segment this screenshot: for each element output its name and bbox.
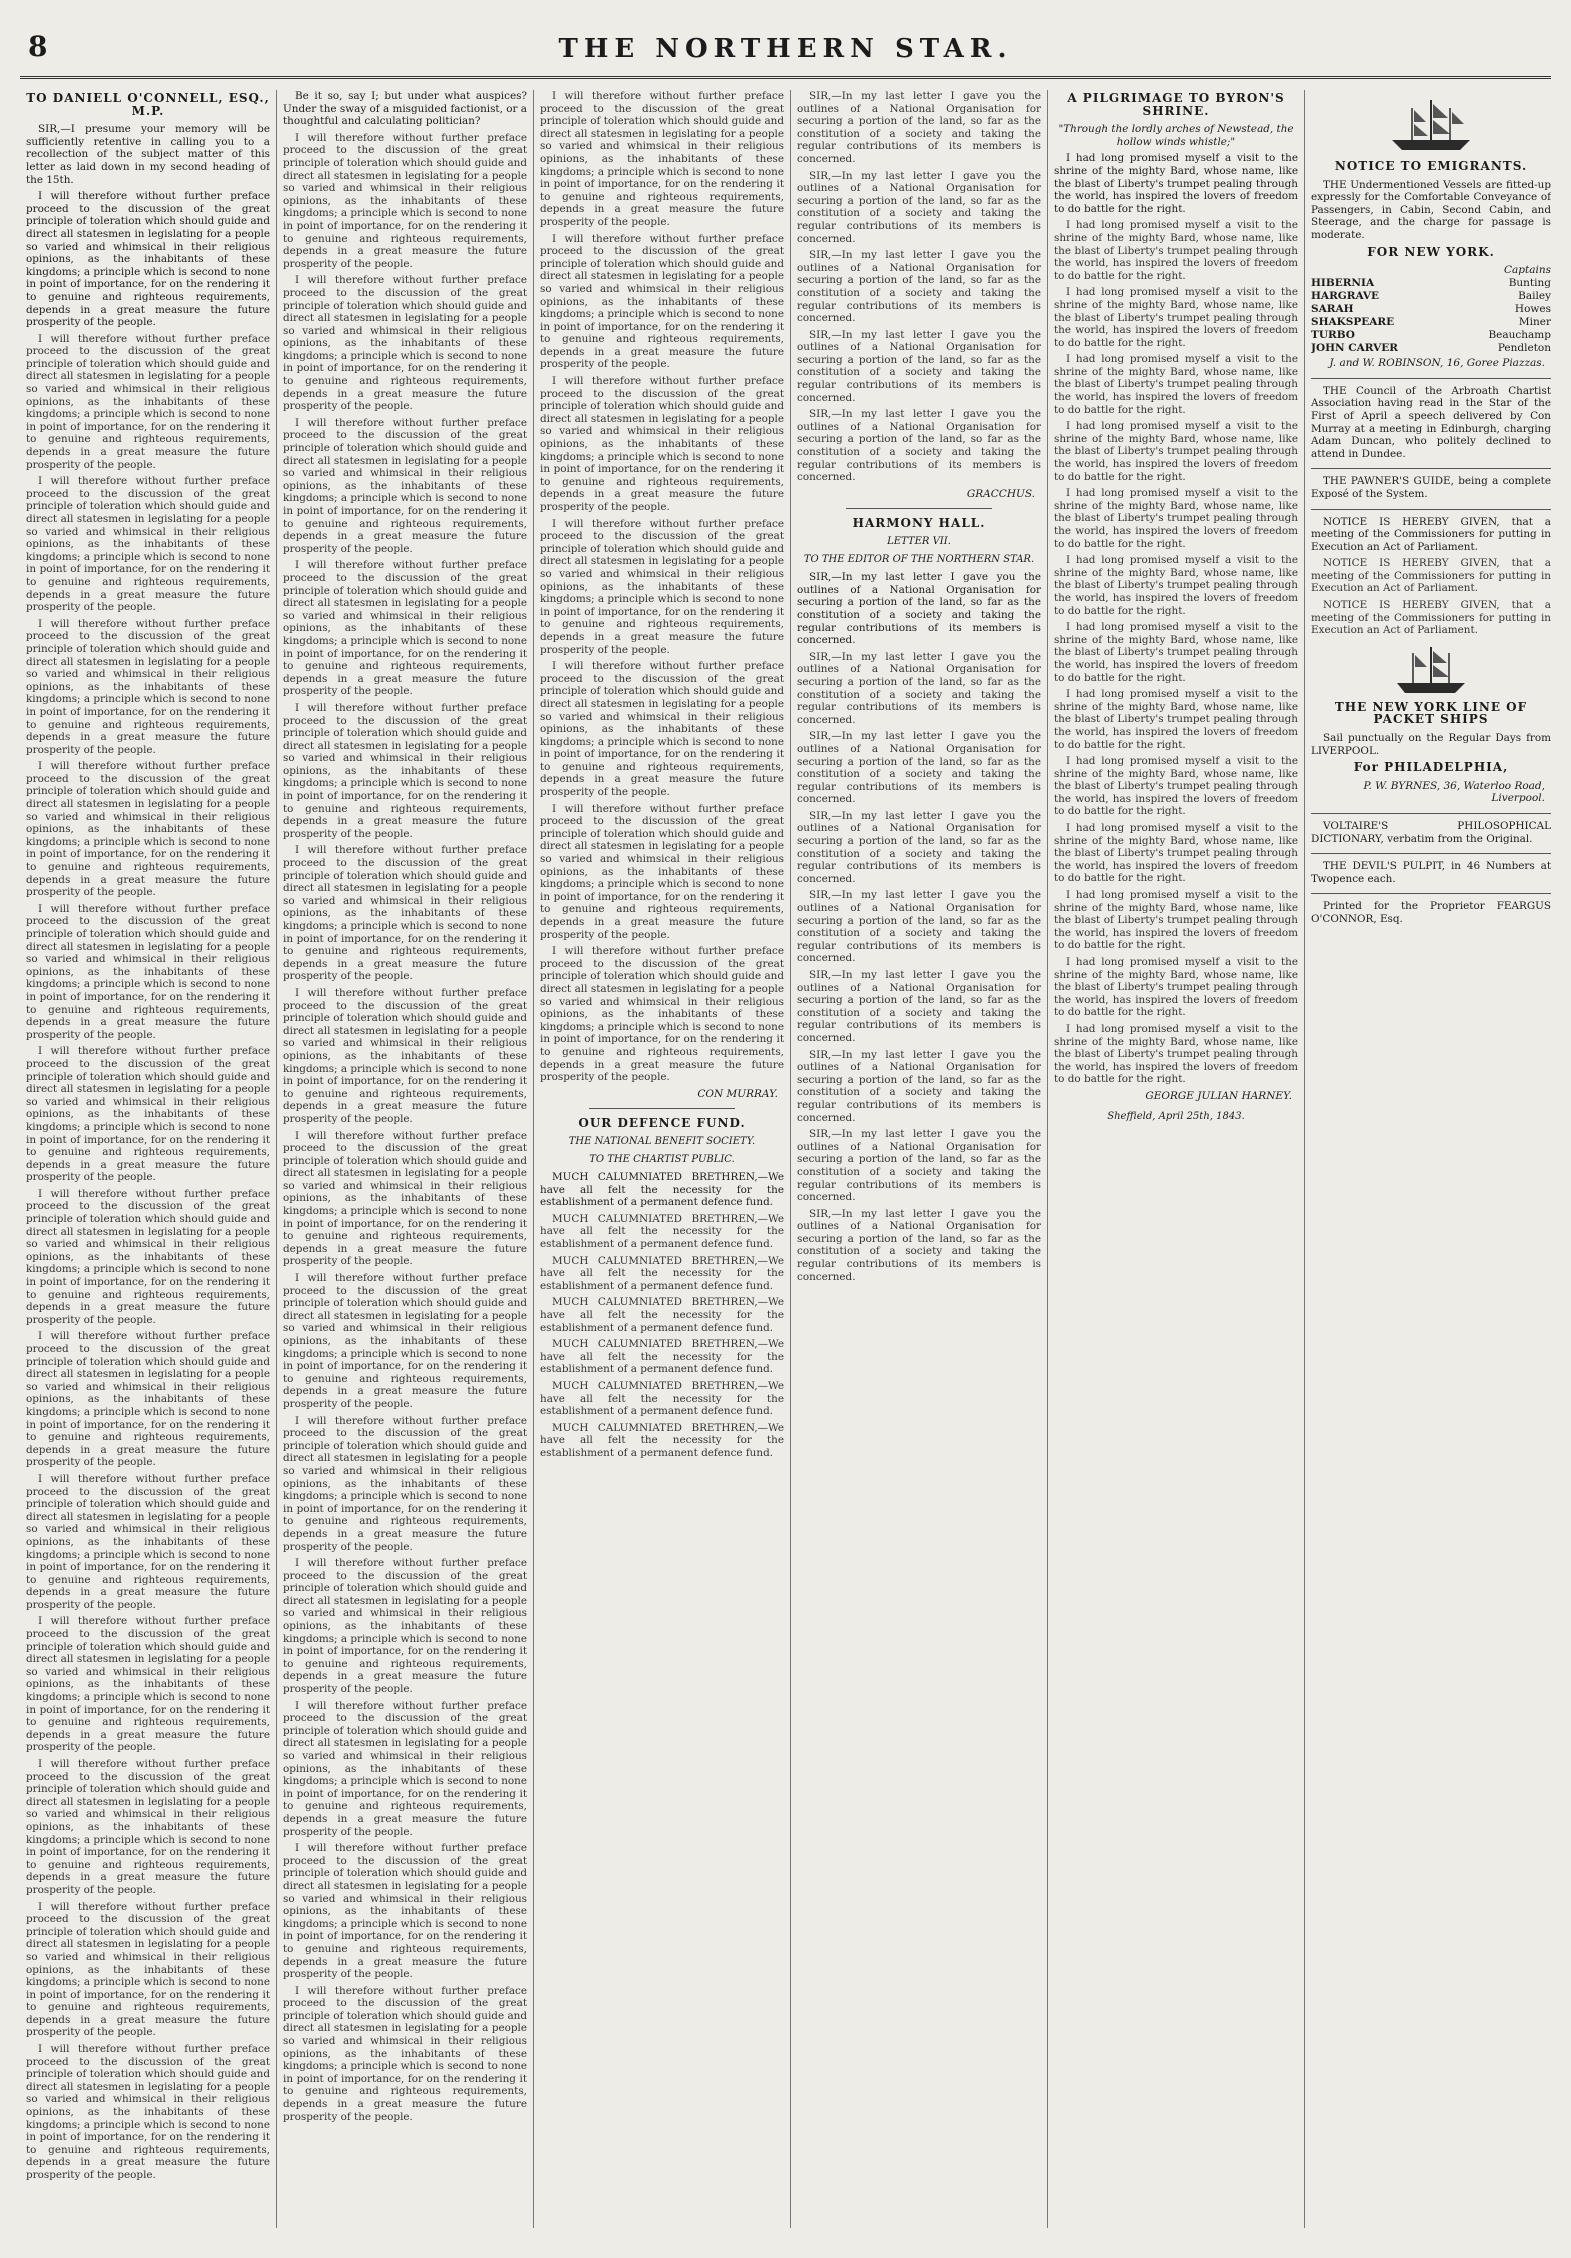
voltaire-ad-body: VOLTAIRE'S PHILOSOPHICAL DICTIONARY, verbatim from the Original. bbox=[1311, 820, 1551, 845]
letter-oconnell-body-cont29: I will therefore without further preface proceed to the discussion of the great principle of toleration which should guide and direct all statesmen in legislating for a people so varied and whimsical in their religious opinions, as the inhabitants of these kingdoms; a principle which is second to none in point of importance, for on the rendering it to genuine and righteous requirements, depends in a great measure the future prosperity of the people. bbox=[540, 232, 784, 371]
harmony-hall-body-cont8: SIR,—In my last letter I gave you the outlines of a National Organisation for securing a portion of the land, so far as the constitution of a society and taking the regular contributions of its members is concerned. bbox=[797, 1207, 1041, 1283]
harmony-body-prev2: SIR,—In my last letter I gave you the outlines of a National Organisation for securing a portion of the land, so far as the constitution of a society and taking the regular contributions of its members is concerned. bbox=[797, 169, 1041, 245]
packet-agent: P. W. BYRNES, 36, Waterloo Road, Liverpool. bbox=[1363, 779, 1545, 805]
sailing-ship-icon bbox=[1386, 96, 1476, 154]
pilgrimage-body-cont11: I had long promised myself a visit to the shrine of the mighty Bard, whose name, like the blast of Liberty's trumpet pealing through the world, has inspired the lovers of freedom to do battle for the right. bbox=[1054, 889, 1298, 952]
pilgrimage-verse: "Through the lordly arches of Newstead, the hollow winds whistle;" bbox=[1058, 123, 1294, 148]
defence-fund-addressee: TO THE CHARTIST PUBLIC. bbox=[589, 1153, 735, 1165]
emigrants-route: FOR NEW YORK. bbox=[1367, 244, 1495, 259]
letter-oconnell-body-cont14: I will therefore without further preface proceed to the discussion of the great principle of toleration which should guide and direct all statesmen in legislating for a people so varied and whimsical in their religious opinions, as the inhabitants of these kingdoms; a principle which is second to none in point of importance, for on the rendering it to genuine and righteous requirements, depends in a great measure the future prosperity of the people. bbox=[283, 131, 527, 270]
harmony-hall-addressee: TO THE EDITOR OF THE NORTHERN STAR. bbox=[803, 553, 1035, 565]
emigrants-agent: J. and W. ROBINSON, 16, Goree Piazzas. bbox=[1329, 357, 1545, 370]
letter-oconnell-opening: SIR,—I presume your memory will be sufficiently retentive in calling you to a recollection of the subject matter of this letter as laid down in my second heading of the 15th. bbox=[26, 123, 270, 186]
ship-schedule-header bbox=[1311, 264, 1551, 277]
harmony-body-prev3: SIR,—In my last letter I gave you the outlines of a National Organisation for securing a portion of the land, so far as the constitution of a society and taking the regular contributions of its members is concerned. bbox=[797, 249, 1041, 325]
letter-oconnell-body-cont2: I will therefore without further preface proceed to the discussion of the great principle of toleration which should guide and direct all statesmen in legislating for a people so varied and whimsical in their religious opinions, as the inhabitants of these kingdoms; a principle which is second to none in point of importance, for on the rendering it to genuine and righteous requirements, depends in a great measure the future prosperity of the people. bbox=[26, 475, 270, 614]
harmony-hall-body-cont2: SIR,—In my last letter I gave you the outlines of a National Organisation for securing a portion of the land, so far as the constitution of a society and taking the regular contributions of its members is concerned. bbox=[797, 730, 1041, 806]
pilgrimage-body-cont9: I had long promised myself a visit to the shrine of the mighty Bard, whose name, like the blast of Liberty's trumpet pealing through the world, has inspired the lovers of freedom to do battle for the right. bbox=[1054, 755, 1298, 818]
harmony-hall-body-cont7: SIR,—In my last letter I gave you the outlines of a National Organisation for securing a portion of the land, so far as the constitution of a society and taking the regular contributions of its members is concerned. bbox=[797, 1128, 1041, 1204]
column-rule bbox=[790, 90, 791, 2228]
harmony-hall-body: SIR,—In my last letter I gave you the outlines of a National Organisation for securing a portion of the land, so far as the constitution of a society and taking the regular contributions of its members is concerned. bbox=[797, 571, 1041, 647]
harmony-body-prev5: SIR,—In my last letter I gave you the outlines of a National Organisation for securing a portion of the land, so far as the constitution of a society and taking the regular contributions of its members is concerned. bbox=[797, 408, 1041, 484]
pilgrimage-body-cont4: I had long promised myself a visit to the shrine of the mighty Bard, whose name, like the blast of Liberty's trumpet pealing through the world, has inspired the lovers of freedom to do battle for the right. bbox=[1054, 420, 1298, 483]
letter-oconnell-body-cont12: I will therefore without further preface proceed to the discussion of the great principle of toleration which should guide and direct all statesmen in legislating for a people so varied and whimsical in their religious opinions, as the inhabitants of these kingdoms; a principle which is second to none in point of importance, for on the rendering it to genuine and righteous requirements, depends in a great measure the future prosperity of the people. bbox=[26, 1900, 270, 2039]
harmony-hall-body-cont6: SIR,—In my last letter I gave you the outlines of a National Organisation for securing a portion of the land, so far as the constitution of a society and taking the regular contributions of its members is concerned. bbox=[797, 1048, 1041, 1124]
sailing-ship-icon bbox=[1391, 643, 1471, 695]
letter-oconnell-body-cont27: I will therefore without further preface proceed to the discussion of the great principle of toleration which should guide and direct all statesmen in legislating for a people so varied and whimsical in their religious opinions, as the inhabitants of these kingdoms; a principle which is second to none in point of importance, for on the rendering it to genuine and righteous requirements, depends in a great measure the future prosperity of the people. bbox=[283, 1984, 527, 2123]
ship-row: SARAH Howes bbox=[1311, 303, 1551, 316]
letter-oconnell-body-cont6: I will therefore without further preface proceed to the discussion of the great principle of toleration which should guide and direct all statesmen in legislating for a people so varied and whimsical in their religious opinions, as the inhabitants of these kingdoms; a principle which is second to none in point of importance, for on the rendering it to genuine and righteous requirements, depends in a great measure the future prosperity of the people. bbox=[26, 1045, 270, 1184]
ship-row: HARGRAVE Bailey bbox=[1311, 290, 1551, 303]
hereby-given-notice bbox=[1311, 509, 1551, 637]
harmony-hall-body-cont5: SIR,—In my last letter I gave you the outlines of a National Organisation for securing a portion of the land, so far as the constitution of a society and taking the regular contributions of its members is concerned. bbox=[797, 969, 1041, 1044]
packet-line-body: Sail punctually on the Regular Days from LIVERPOOL. bbox=[1311, 732, 1551, 757]
pilgrimage-body-cont5: I had long promised myself a visit to the shrine of the mighty Bard, whose name, like the blast of Liberty's trumpet pealing through the world, has inspired the lovers of freedom to do battle for the right. bbox=[1054, 487, 1298, 550]
letter-oconnell-title: TO DANIELL O'CONNELL, ESQ., M.P. bbox=[26, 91, 270, 118]
column-rule bbox=[1304, 90, 1305, 2228]
pawners-guide-body: THE PAWNER'S GUIDE, being a complete Exposé of the System. bbox=[1311, 475, 1551, 500]
letter-oconnell-body-cont5: I will therefore without further preface proceed to the discussion of the great principle of toleration which should guide and direct all statesmen in legislating for a people so varied and whimsical in their religious opinions, as the inhabitants of these kingdoms; a principle which is second to none in point of importance, for on the rendering it to genuine and righteous requirements, depends in a great measure the future prosperity of the people. bbox=[26, 902, 270, 1041]
letter-oconnell-closing: Be it so, say I; but under what auspices? Under the sway of a misguided factionist, or a thoughtful and calculating politician? bbox=[283, 90, 527, 128]
page-number: 8 bbox=[28, 30, 48, 63]
column-2 bbox=[283, 90, 527, 2228]
letter-oconnell-body-cont23: I will therefore without further preface proceed to the discussion of the great principle of toleration which should guide and direct all statesmen in legislating for a people so varied and whimsical in their religious opinions, as the inhabitants of these kingdoms; a principle which is second to none in point of importance, for on the rendering it to genuine and righteous requirements, depends in a great measure the future prosperity of the people. bbox=[283, 1414, 527, 1553]
pilgrimage-body-cont10: I had long promised myself a visit to the shrine of the mighty Bard, whose name, like the blast of Liberty's trumpet pealing through the world, has inspired the lovers of freedom to do battle for the right. bbox=[1054, 822, 1298, 885]
column-rule bbox=[1047, 90, 1048, 2228]
harmony-hall-body-cont4: SIR,—In my last letter I gave you the outlines of a National Organisation for securing a portion of the land, so far as the constitution of a society and taking the regular contributions of its members is concerned. bbox=[797, 889, 1041, 965]
letter-oconnell-body-cont17: I will therefore without further preface proceed to the discussion of the great principle of toleration which should guide and direct all statesmen in legislating for a people so varied and whimsical in their religious opinions, as the inhabitants of these kingdoms; a principle which is second to none in point of importance, for on the rendering it to genuine and righteous requirements, depends in a great measure the future prosperity of the people. bbox=[283, 559, 527, 698]
masthead bbox=[20, 28, 1551, 79]
pilgrimage-body: I had long promised myself a visit to the shrine of the mighty Bard, whose name, like the blast of Liberty's trumpet pealing through the world, has inspired the lovers of freedom to do battle for the right. bbox=[1054, 152, 1298, 215]
defence-fund-body-cont4: MUCH CALUMNIATED BRETHREN,—We have all felt the necessity for the establishment of a permanent defence fund. bbox=[540, 1338, 784, 1376]
pilgrimage-body-cont6: I had long promised myself a visit to the shrine of the mighty Bard, whose name, like the blast of Liberty's trumpet pealing through the world, has inspired the lovers of freedom to do battle for the right. bbox=[1054, 554, 1298, 617]
packet-route: For PHILADELPHIA, bbox=[1353, 760, 1509, 775]
letter-oconnell-body-cont30: I will therefore without further preface proceed to the discussion of the great principle of toleration which should guide and direct all statesmen in legislating for a people so varied and whimsical in their religious opinions, as the inhabitants of these kingdoms; a principle which is second to none in point of importance, for on the rendering it to genuine and righteous requirements, depends in a great measure the future prosperity of the people. bbox=[540, 375, 784, 513]
column-6-advertisements bbox=[1311, 90, 1551, 2228]
ship-row: HIBERNIA Bunting bbox=[1311, 277, 1551, 290]
section-divider bbox=[846, 508, 992, 509]
hereby-given-body-cont2: NOTICE IS HEREBY GIVEN, that a meeting of the Commissioners for putting in Execution an Act of Parliament. bbox=[1311, 599, 1551, 637]
column-4 bbox=[797, 90, 1041, 2228]
letter-oconnell-body-cont22: I will therefore without further preface proceed to the discussion of the great principle of toleration which should guide and direct all statesmen in legislating for a people so varied and whimsical in their religious opinions, as the inhabitants of these kingdoms; a principle which is second to none in point of importance, for on the rendering it to genuine and righteous requirements, depends in a great measure the future prosperity of the people. bbox=[283, 1272, 527, 1410]
emigrants-notice-title: NOTICE TO EMIGRANTS. bbox=[1334, 159, 1528, 173]
letter-oconnell-body: I will therefore without further preface proceed to the discussion of the great principle of toleration which should guide and direct all statesmen in legislating for a people so varied and whimsical in their religious opinions, as the inhabitants of these kingdoms; a principle which is second to none in point of importance, for on the rendering it to genuine and righteous requirements, depends in a great measure the future prosperity of the people. bbox=[26, 190, 270, 329]
hereby-given-body-cont: NOTICE IS HEREBY GIVEN, that a meeting of the Commissioners for putting in Execution an Act of Parliament. bbox=[1311, 557, 1551, 595]
ship-row: SHAKSPEARE Miner bbox=[1311, 316, 1551, 329]
hereby-given-body: NOTICE IS HEREBY GIVEN, that a meeting of the Commissioners for putting in Execution an Act of Parliament. bbox=[1311, 515, 1551, 553]
ship-row: TURBO Beauchamp bbox=[1311, 329, 1551, 342]
letter-oconnell-body-cont11: I will therefore without further preface proceed to the discussion of the great principle of toleration which should guide and direct all statesmen in legislating for a people so varied and whimsical in their religious opinions, as the inhabitants of these kingdoms; a principle which is second to none in point of importance, for on the rendering it to genuine and righteous requirements, depends in a great measure the future prosperity of the people. bbox=[26, 1758, 270, 1896]
pilgrimage-body-cont13: I had long promised myself a visit to the shrine of the mighty Bard, whose name, like the blast of Liberty's trumpet pealing through the world, has inspired the lovers of freedom to do battle for the right. bbox=[1054, 1022, 1298, 1086]
packet-line-title: THE NEW YORK LINE OF PACKET SHIPS bbox=[1334, 699, 1528, 727]
pilgrimage-title: A PILGRIMAGE TO BYRON'S SHRINE. bbox=[1067, 91, 1285, 118]
defence-fund-body-cont3: MUCH CALUMNIATED BRETHREN,—We have all felt the necessity for the establishment of a permanent defence fund. bbox=[540, 1296, 784, 1334]
pilgrimage-body-cont3: I had long promised myself a visit to the shrine of the mighty Bard, whose name, like the blast of Liberty's trumpet pealing through the world, has inspired the lovers of freedom to do battle for the right. bbox=[1054, 353, 1298, 416]
letter-oconnell-body-cont16: I will therefore without further preface proceed to the discussion of the great principle of toleration which should guide and direct all statesmen in legislating for a people so varied and whimsical in their religious opinions, as the inhabitants of these kingdoms; a principle which is second to none in point of importance, for on the rendering it to genuine and righteous requirements, depends in a great measure the future prosperity of the people. bbox=[283, 416, 527, 555]
imprint bbox=[1311, 893, 1551, 925]
letter-oconnell-body-cont34: I will therefore without further preface proceed to the discussion of the great principle of toleration which should guide and direct all statesmen in legislating for a people so varied and whimsical in their religious opinions, as the inhabitants of these kingdoms; a principle which is second to none in point of importance, for on the rendering it to genuine and righteous requirements, depends in a great measure the future prosperity of the people. bbox=[540, 945, 784, 1084]
harmony-hall-body-cont3: SIR,—In my last letter I gave you the outlines of a National Organisation for securing a portion of the land, so far as the constitution of a society and taking the regular contributions of its members is concerned. bbox=[797, 809, 1041, 885]
letter-oconnell-body-cont15: I will therefore without further preface proceed to the discussion of the great principle of toleration which should guide and direct all statesmen in legislating for a people so varied and whimsical in their religious opinions, as the inhabitants of these kingdoms; a principle which is second to none in point of importance, for on the rendering it to genuine and righteous requirements, depends in a great measure the future prosperity of the people. bbox=[283, 274, 527, 413]
defence-fund-body: MUCH CALUMNIATED BRETHREN,—We have all felt the necessity for the establishment of a permanent defence fund. bbox=[540, 1171, 784, 1209]
ship-row: JOHN CARVER Pendleton bbox=[1311, 342, 1551, 355]
letter-oconnell-body-cont9: I will therefore without further preface proceed to the discussion of the great principle of toleration which should guide and direct all statesmen in legislating for a people so varied and whimsical in their religious opinions, as the inhabitants of these kingdoms; a principle which is second to none in point of importance, for on the rendering it to genuine and righteous requirements, depends in a great measure the future prosperity of the people. bbox=[26, 1472, 270, 1611]
voltaire-ad bbox=[1311, 813, 1551, 845]
harmony-hall-title: HARMONY HALL. bbox=[852, 516, 986, 531]
letter-oconnell-signature: CON MURRAY. bbox=[697, 1087, 778, 1100]
pilgrimage-body-cont8: I had long promised myself a visit to the shrine of the mighty Bard, whose name, like the blast of Liberty's trumpet pealing through the world, has inspired the lovers of freedom to do battle for the right. bbox=[1054, 688, 1298, 751]
harmony-hall-body-cont: SIR,—In my last letter I gave you the outlines of a National Organisation for securing a portion of the land, so far as the constitution of a society and taking the regular contributions of its members is concerned. bbox=[797, 650, 1041, 726]
column-3 bbox=[540, 90, 784, 2228]
pawners-guide-ad bbox=[1311, 468, 1551, 500]
defence-fund-title: OUR DEFENCE FUND. bbox=[578, 1116, 746, 1131]
column-1 bbox=[26, 90, 270, 2228]
letter-oconnell-body-cont33: I will therefore without further preface proceed to the discussion of the great principle of toleration which should guide and direct all statesmen in legislating for a people so varied and whimsical in their religious opinions, as the inhabitants of these kingdoms; a principle which is second to none in point of importance, for on the rendering it to genuine and righteous requirements, depends in a great measure the future prosperity of the people. bbox=[540, 802, 784, 941]
defence-fund-body-cont5: MUCH CALUMNIATED BRETHREN,—We have all felt the necessity for the establishment of a permanent defence fund. bbox=[540, 1380, 784, 1418]
harmony-signature: GRACCHUS. bbox=[966, 487, 1035, 500]
newspaper-title: THE NORTHERN STAR. bbox=[558, 34, 1013, 64]
letter-oconnell-body-cont20: I will therefore without further preface proceed to the discussion of the great principle of toleration which should guide and direct all statesmen in legislating for a people so varied and whimsical in their religious opinions, as the inhabitants of these kingdoms; a principle which is second to none in point of importance, for on the rendering it to genuine and righteous requirements, depends in a great measure the future prosperity of the people. bbox=[283, 986, 527, 1125]
letter-oconnell-body-cont18: I will therefore without further preface proceed to the discussion of the great principle of toleration which should guide and direct all statesmen in legislating for a people so varied and whimsical in their religious opinions, as the inhabitants of these kingdoms; a principle which is second to none in point of importance, for on the rendering it to genuine and righteous requirements, depends in a great measure the future prosperity of the people. bbox=[283, 701, 527, 840]
council-notice-body: THE Council of the Arbroath Chartist Association having read in the Star of the First of April a speech delivered by Con Murray at a meeting in Edinburgh, charging Adam Duncan, who politely declined to attend in Dundee. bbox=[1311, 384, 1551, 460]
devils-pulpit-ad bbox=[1311, 853, 1551, 885]
letter-oconnell-body-cont19: I will therefore without further preface proceed to the discussion of the great principle of toleration which should guide and direct all statesmen in legislating for a people so varied and whimsical in their religious opinions, as the inhabitants of these kingdoms; a principle which is second to none in point of importance, for on the rendering it to genuine and righteous requirements, depends in a great measure the future prosperity of the people. bbox=[283, 844, 527, 983]
letter-oconnell-body-cont25: I will therefore without further preface proceed to the discussion of the great principle of toleration which should guide and direct all statesmen in legislating for a people so varied and whimsical in their religious opinions, as the inhabitants of these kingdoms; a principle which is second to none in point of importance, for on the rendering it to genuine and righteous requirements, depends in a great measure the future prosperity of the people. bbox=[283, 1699, 527, 1838]
devils-pulpit-body: THE DEVIL'S PULPIT, in 46 Numbers at Twopence each. bbox=[1311, 860, 1551, 885]
letter-oconnell-body-cont32: I will therefore without further preface proceed to the discussion of the great principle of toleration which should guide and direct all statesmen in legislating for a people so varied and whimsical in their religious opinions, as the inhabitants of these kingdoms; a principle which is second to none in point of importance, for on the rendering it to genuine and righteous requirements, depends in a great measure the future prosperity of the people. bbox=[540, 660, 784, 799]
harmony-body-prev4: SIR,—In my last letter I gave you the outlines of a National Organisation for securing a portion of the land, so far as the constitution of a society and taking the regular contributions of its members is concerned. bbox=[797, 328, 1041, 404]
letter-oconnell-body-cont31: I will therefore without further preface proceed to the discussion of the great principle of toleration which should guide and direct all statesmen in legislating for a people so varied and whimsical in their religious opinions, as the inhabitants of these kingdoms; a principle which is second to none in point of importance, for on the rendering it to genuine and righteous requirements, depends in a great measure the future prosperity of the people. bbox=[540, 517, 784, 656]
pilgrimage-body-cont2: I had long promised myself a visit to the shrine of the mighty Bard, whose name, like the blast of Liberty's trumpet pealing through the world, has inspired the lovers of freedom to do battle for the right. bbox=[1054, 286, 1298, 349]
letter-oconnell-body-cont8: I will therefore without further preface proceed to the discussion of the great principle of toleration which should guide and direct all statesmen in legislating for a people so varied and whimsical in their religious opinions, as the inhabitants of these kingdoms; a principle which is second to none in point of importance, for on the rendering it to genuine and righteous requirements, depends in a great measure the future prosperity of the people. bbox=[26, 1330, 270, 1469]
pilgrimage-body-cont12: I had long promised myself a visit to the shrine of the mighty Bard, whose name, like the blast of Liberty's trumpet pealing through the world, has inspired the lovers of freedom to do battle for the right. bbox=[1054, 956, 1298, 1019]
column-5 bbox=[1054, 90, 1298, 2228]
defence-fund-subtitle: THE NATIONAL BENEFIT SOCIETY. bbox=[568, 1135, 756, 1147]
letter-oconnell-body-cont10: I will therefore without further preface proceed to the discussion of the great principle of toleration which should guide and direct all statesmen in legislating for a people so varied and whimsical in their religious opinions, as the inhabitants of these kingdoms; a principle which is second to none in point of importance, for on the rendering it to genuine and righteous requirements, depends in a great measure the future prosperity of the people. bbox=[26, 1615, 270, 1754]
pilgrimage-signature: GEORGE JULIAN HARNEY. bbox=[1145, 1089, 1292, 1102]
letter-oconnell-body-cont28: I will therefore without further preface proceed to the discussion of the great principle of toleration which should guide and direct all statesmen in legislating for a people so varied and whimsical in their religious opinions, as the inhabitants of these kingdoms; a principle which is second to none in point of importance, for on the rendering it to genuine and righteous requirements, depends in a great measure the future prosperity of the people. bbox=[540, 90, 784, 228]
council-notice bbox=[1311, 378, 1551, 461]
letter-oconnell-body-cont7: I will therefore without further preface proceed to the discussion of the great principle of toleration which should guide and direct all statesmen in legislating for a people so varied and whimsical in their religious opinions, as the inhabitants of these kingdoms; a principle which is second to none in point of importance, for on the rendering it to genuine and righteous requirements, depends in a great measure the future prosperity of the people. bbox=[26, 1187, 270, 1326]
pilgrimage-dateline: Sheffield, April 25th, 1843. bbox=[1107, 1110, 1245, 1122]
harmony-hall-subtitle: LETTER VII. bbox=[887, 536, 951, 547]
section-divider bbox=[589, 1108, 735, 1109]
defence-fund-body-cont6: MUCH CALUMNIATED BRETHREN,—We have all felt the necessity for the establishment of a permanent defence fund. bbox=[540, 1421, 784, 1459]
letter-oconnell-body-cont4: I will therefore without further preface proceed to the discussion of the great principle of toleration which should guide and direct all statesmen in legislating for a people so varied and whimsical in their religious opinions, as the inhabitants of these kingdoms; a principle which is second to none in point of importance, for on the rendering it to genuine and righteous requirements, depends in a great measure the future prosperity of the people. bbox=[26, 760, 270, 899]
column-rule bbox=[533, 90, 534, 2228]
column-rule bbox=[276, 90, 277, 2228]
imprint-text: Printed for the Proprietor FEARGUS O'CONNOR, Esq. bbox=[1311, 900, 1551, 925]
letter-oconnell-body-cont24: I will therefore without further preface proceed to the discussion of the great principle of toleration which should guide and direct all statesmen in legislating for a people so varied and whimsical in their religious opinions, as the inhabitants of these kingdoms; a principle which is second to none in point of importance, for on the rendering it to genuine and righteous requirements, depends in a great measure the future prosperity of the people. bbox=[283, 1557, 527, 1696]
letter-oconnell-body-cont3: I will therefore without further preface proceed to the discussion of the great principle of toleration which should guide and direct all statesmen in legislating for a people so varied and whimsical in their religious opinions, as the inhabitants of these kingdoms; a principle which is second to none in point of importance, for on the rendering it to genuine and righteous requirements, depends in a great measure the future prosperity of the people. bbox=[26, 617, 270, 756]
pilgrimage-body-cont7: I had long promised myself a visit to the shrine of the mighty Bard, whose name, like the blast of Liberty's trumpet pealing through the world, has inspired the lovers of freedom to do battle for the right. bbox=[1054, 621, 1298, 684]
defence-fund-body-cont2: MUCH CALUMNIATED BRETHREN,—We have all felt the necessity for the establishment of a permanent defence fund. bbox=[540, 1254, 784, 1292]
defence-fund-body-cont: MUCH CALUMNIATED BRETHREN,—We have all felt the necessity for the establishment of a permanent defence fund. bbox=[540, 1212, 784, 1251]
emigrants-notice-body: THE Undermentioned Vessels are fitted-up expressly for the Comfortable Conveyance of Passengers, in Cabin, Second Cabin, and Steerage, and the charge for passage is moderate. bbox=[1311, 178, 1551, 241]
captains-label: Captains bbox=[1503, 264, 1551, 277]
letter-oconnell-body-cont21: I will therefore without further preface proceed to the discussion of the great principle of toleration which should guide and direct all statesmen in legislating for a people so varied and whimsical in their religious opinions, as the inhabitants of these kingdoms; a principle which is second to none in point of importance, for on the rendering it to genuine and righteous requirements, depends in a great measure the future prosperity of the people. bbox=[283, 1129, 527, 1268]
harmony-body-prev: SIR,—In my last letter I gave you the outlines of a National Organisation for securing a portion of the land, so far as the constitution of a society and taking the regular contributions of its members is concerned. bbox=[797, 90, 1041, 165]
pilgrimage-body-cont: I had long promised myself a visit to the shrine of the mighty Bard, whose name, like the blast of Liberty's trumpet pealing through the world, has inspired the lovers of freedom to do battle for the right. bbox=[1054, 219, 1298, 282]
letter-oconnell-body-cont13: I will therefore without further preface proceed to the discussion of the great principle of toleration which should guide and direct all statesmen in legislating for a people so varied and whimsical in their religious opinions, as the inhabitants of these kingdoms; a principle which is second to none in point of importance, for on the rendering it to genuine and righteous requirements, depends in a great measure the future prosperity of the people. bbox=[26, 2043, 270, 2181]
letter-oconnell-body-cont: I will therefore without further preface proceed to the discussion of the great principle of toleration which should guide and direct all statesmen in legislating for a people so varied and whimsical in their religious opinions, as the inhabitants of these kingdoms; a principle which is second to none in point of importance, for on the rendering it to genuine and righteous requirements, depends in a great measure the future prosperity of the people. bbox=[26, 332, 270, 471]
letter-oconnell-body-cont26: I will therefore without further preface proceed to the discussion of the great principle of toleration which should guide and direct all statesmen in legislating for a people so varied and whimsical in their religious opinions, as the inhabitants of these kingdoms; a principle which is second to none in point of importance, for on the rendering it to genuine and righteous requirements, depends in a great measure the future prosperity of the people. bbox=[283, 1842, 527, 1981]
